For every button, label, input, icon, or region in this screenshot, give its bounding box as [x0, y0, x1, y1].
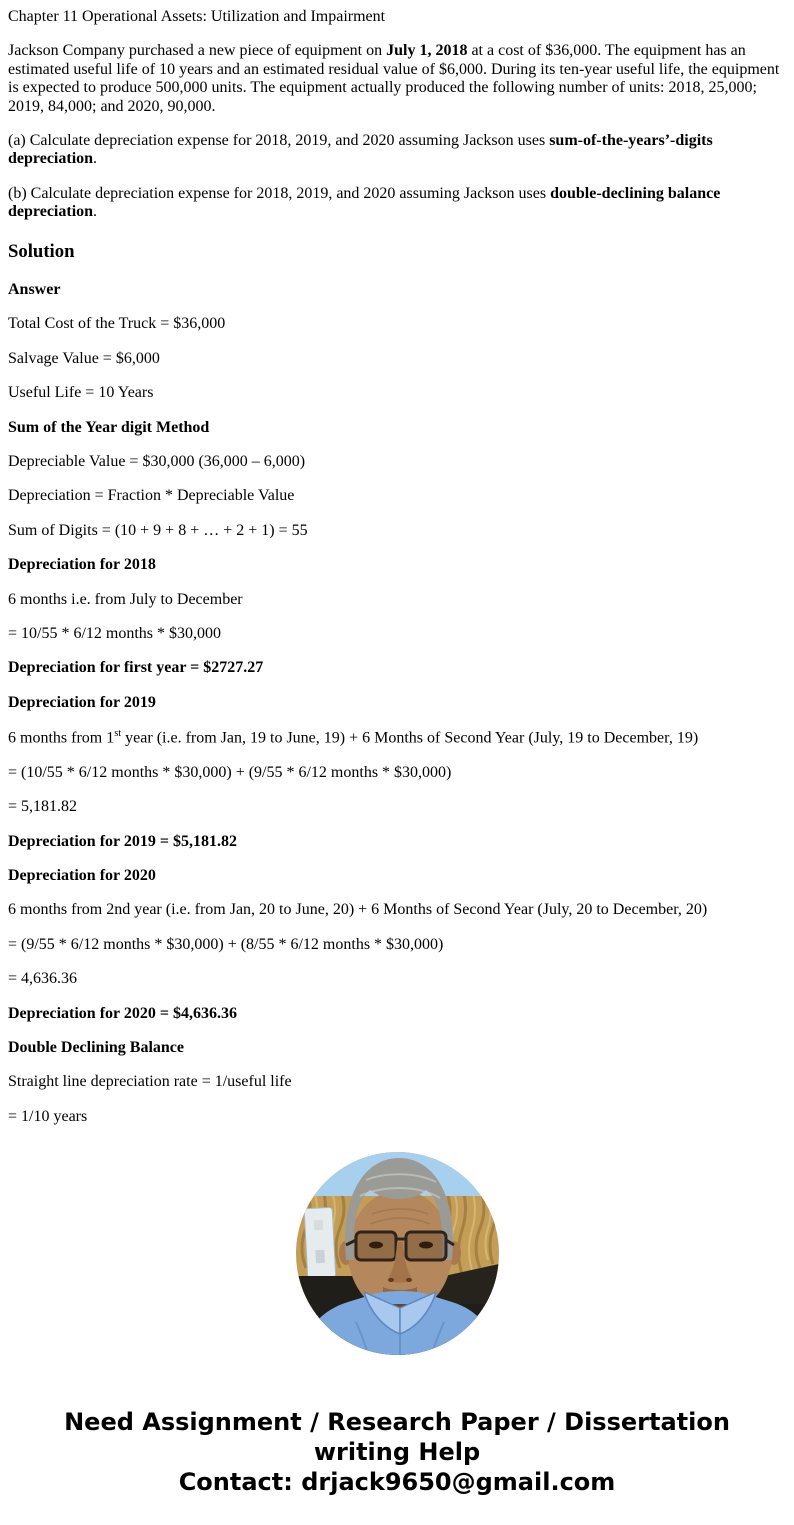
- dep-2020-result: Depreciation for 2020 = $4,636.36: [8, 1004, 237, 1022]
- syd-method-heading: Sum of the Year digit Method: [8, 418, 210, 436]
- dep-2019-heading: Depreciation for 2019: [8, 693, 156, 711]
- problem-intro-text: Jackson Company purchased a new piece of equipment on: [8, 42, 387, 60]
- question-b: [8, 185, 786, 222]
- instructor-photo: [296, 1152, 499, 1355]
- dep-2018-period-line: 6 months i.e. from July to December: [8, 590, 243, 608]
- question-a: [8, 132, 786, 169]
- dep-2019-subtotal-line: = 5,181.82: [8, 798, 78, 816]
- instructor-photo-wrap: [8, 1152, 786, 1355]
- depreciable-value-line: Depreciable Value = $30,000 (36,000 – 6,000): [8, 452, 306, 470]
- dep-2020-period-line: 6 months from 2nd year (i.e. from Jan, 20 to June, 20) + 6 Months of Second Year (July, 20 to December, 20): [8, 901, 708, 919]
- question-a-period: .: [93, 150, 98, 168]
- dep-2019-result: Depreciation for 2019 = $5,181.82: [8, 832, 237, 850]
- footer-contact-email: Contact: drjack9650@gmail.com: [178, 1468, 616, 1497]
- footer-banner: [8, 1407, 786, 1497]
- avatar-switch-plate: [304, 1207, 336, 1278]
- question-a-text: (a) Calculate depreciation expense for 2018, 2019, and 2020 assuming Jackson uses: [8, 131, 550, 149]
- purchase-date: July 1, 2018: [386, 42, 468, 60]
- dep-2018-calc-line: = 10/55 * 6/12 months * $30,000: [8, 624, 222, 642]
- question-a-method: sum-of-the-years’-digits depreciation: [8, 131, 713, 168]
- avatar-nostril-right: [406, 1278, 412, 1282]
- question-b-period: .: [93, 203, 98, 221]
- question-b-method: double-declining balance depreciation: [8, 184, 721, 221]
- total-cost-line: Total Cost of the Truck = $36,000: [8, 315, 226, 333]
- avatar-nostril-left: [388, 1278, 394, 1282]
- problem-intro-text-cont: at a cost of $36,000. The equipment has an estimated useful life of 10 years and an estimated residual value of $6,000. During its ten-year useful life, the equipment is expected to produce 500,000 units. The equipment actually produced the following number of units: 2018, 25,000; 2019, 84,000; and 2020, 90,000.: [8, 42, 780, 115]
- straight-line-rate-line: Straight line depreciation rate = 1/useful life: [8, 1073, 292, 1091]
- footer-line1: Need Assignment / Research Paper / Dissertation: [64, 1408, 730, 1437]
- dep-2020-heading: Depreciation for 2020: [8, 866, 156, 884]
- question-b-text: (b) Calculate depreciation expense for 2018, 2019, and 2020 assuming Jackson uses: [8, 184, 551, 202]
- solution-heading: Solution: [8, 240, 75, 262]
- footer-line2: writing Help: [313, 1438, 481, 1467]
- dep-2019-period-pre: 6 months from 1: [8, 729, 115, 747]
- document-body: [8, 8, 786, 1497]
- one-tenth-line: = 1/10 years: [8, 1107, 88, 1125]
- dep-2019-period-post: year (i.e. from Jan, 19 to June, 19) + 6 Months of Second Year (July, 19 to December, 19): [121, 729, 699, 747]
- ddb-heading: Double Declining Balance: [8, 1038, 185, 1056]
- ordinal-superscript: st: [114, 728, 122, 740]
- chapter-title: Chapter 11 Operational Assets: Utilization and Impairment: [8, 8, 386, 25]
- salvage-value-line: Salvage Value = $6,000: [8, 349, 160, 367]
- dep-2019-calc-line: = (10/55 * 6/12 months * $30,000) + (9/55 * 6/12 months * $30,000): [8, 763, 452, 781]
- useful-life-line: Useful Life = 10 Years: [8, 384, 154, 402]
- dep-2018-heading: Depreciation for 2018: [8, 556, 156, 574]
- problem-statement: [8, 42, 786, 116]
- answer-label: Answer: [8, 281, 61, 299]
- dep-2019-period-line: [8, 728, 786, 748]
- dep-first-year-result: Depreciation for first year = $2727.27: [8, 659, 264, 677]
- sum-of-digits-line: Sum of Digits = (10 + 9 + 8 + … + 2 + 1) = 55: [8, 521, 308, 539]
- dep-2020-subtotal-line: = 4,636.36: [8, 970, 78, 988]
- dep-2020-calc-line: = (9/55 * 6/12 months * $30,000) + (8/55 * 6/12 months * $30,000): [8, 935, 444, 953]
- document-page: [8, 8, 786, 1497]
- depreciation-formula-line: Depreciation = Fraction * Depreciable Value: [8, 487, 295, 505]
